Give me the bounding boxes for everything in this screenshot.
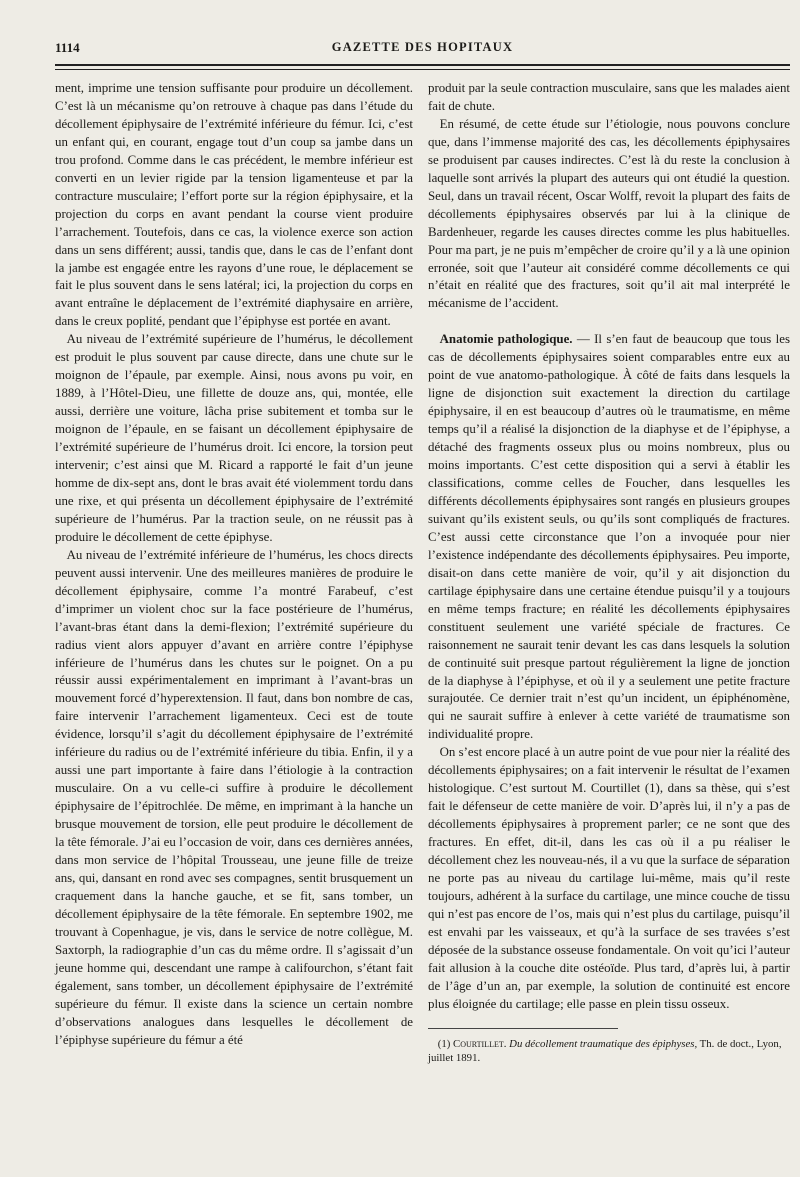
left-column xyxy=(55,80,413,1049)
paragraph: On s’est encore placé à un autre point de vue pour nier la réalité des décollements épiphysaires; on a fait intervenir le résultat de l’examen histologique. C’est surtout M. Courtillet (1), dans sa thèse, qui s’est fait le défenseur de cette manière de voir. D’après lui, il n’y a pas de décollements épiphysaires à proprement parler; ce ne sont que des fractures. En effet, dit-il, dans les cas où il a pu réaliser le décollement chez les nouveau-nés, il a vu que la surface de séparation ne porte pas au niveau du cartilage lui-même, mais qu’il reste toujours, adhérent à la surface du cartilage, une mince couche de tissu qui n’est pas encore de l’os, mais qui n’est plus du cartilage, puisqu’il est envahi par les vaisseaux, et qu’à la surface de ses travées s’est déposée de la substance osseuse fondamentale. On voit qu’ici l’auteur fait allusion à la couche dite ostéoïde. Plus tard, d’après lui, à partir de l’âge d’un an, par exemple, la solution de continuité est encore plus éloignée du cartilage; elle passe en plein tissu osseux. xyxy=(428,745,790,1011)
footnote-rule xyxy=(428,1028,618,1029)
footnote xyxy=(428,1037,790,1065)
right-column xyxy=(428,80,790,1065)
header-rule-thin xyxy=(55,69,790,70)
section-paragraph xyxy=(428,331,790,744)
footnote-title: Du décollement traumatique des épiphyses, xyxy=(509,1037,698,1050)
footnote-marker: (1) xyxy=(437,1037,451,1050)
header-rule-thick xyxy=(55,64,790,66)
paragraph: Au niveau de l’extrémité inférieure de l’humérus, les chocs directs peuvent aussi intervenir. Une des meilleures manières de produire le décollement épiphysaire, comme l’a montré Farabeuf, c’est d’imprimer un violent choc sur la face postérieure de l’humérus, l’avant-bras étant dans la demi-flexion; l’extrémité supérieure du radius vient alors appuyer d’avant en arrière contre l’épiphyse inférieure de l’humérus dans les chutes sur le poignet. On a pu réussir aussi expérimentalement en imprimant à l’avant-bras un mouvement forcé d’hyperextension. Il faut, dans bon nombre de cas, faire intervenir l’arrachement ligamenteux. Ceci est de toute évidence, lorsqu’il s’agit du décollement épiphysaire de l’extrémité inférieure du radius ou de l’extrémité inférieure du tibia. Enfin, il y a aussi une part importante à faire dans l’étiologie à la contraction musculaire. On a vu celle-ci suffire à produire le décollement épiphysaire de l’épitrochlée. De même, en imprimant à la hanche un brusque mouvement de torsion, elle peut produire le décollement de la tête fémorale. J’ai eu l’occasion de voir, dans ces dernières années, dans mon service de l’hôpital Trousseau, une jeune fille de treize ans, qui, dansant en rond avec ses compagnes, sentit brusquement un craquement dans la hanche gauche, et se fit, sans tomber, un décollement épiphysaire de la tête fémorale. En septembre 1902, me trouvant à Copenhague, je vis, dans le service de notre collègue, M. Saxtorph, la radiographie d’un cas du même ordre. Il s’agissait d’un jeune homme qui, descendant une rampe à califourchon, s’étant fait également, sans tomber, un décollement épiphysaire de l’extrémité supérieure du fémur. Il existe dans la science un certain nombre d’observations analogues dans lesquelles le décollement de l’épiphyse supérieure du fémur a été xyxy=(55,547,413,1047)
section-title: Anatomie pathologique. xyxy=(439,332,573,347)
footnote-rest: Th. de doct., Lyon, juillet 1891. xyxy=(428,1037,782,1064)
paragraph: produit par la seule contraction musculaire, sans que les malades aient fait de chute. xyxy=(428,81,790,113)
running-title: GAZETTE DES HOPITAUX xyxy=(331,40,514,54)
page-header xyxy=(55,40,790,66)
paragraph: Au niveau de l’extrémité supérieure de l’humérus, le décollement est produit le plus souvent par cause directe, dans une chute sur le moignon de l’épaule, par exemple. Ainsi, nous avons pu voir, en 1889, à l’Hôtel-Dieu, une fillette de douze ans, qui, montée, elle aussi, derrière une voiture, lâcha prise subitement et tomba sur le moignon de l’épaule, en se faisant un décollement épiphysaire de l’extrémité supérieure de l’humérus droit. Ici encore, la torsion peut intervenir; c’est ainsi que M. Ricard a rapporté le fait d’un jeune homme de dix-sept ans, dont le bras avait été violemment tordu dans une rixe, et qui présenta un décollement épiphysaire de l’extrémité supérieure de l’humérus. Par la traction seule, on ne réussit pas à produire le décollement de cette épiphyse. xyxy=(55,332,413,544)
section-text: — Il s’en faut de beaucoup que tous les cas de décollements épiphysaires soient comparables entre eux au point de vue anatomo-pathologique. À côté de faits dans lesquels la ligne de disjonction suit exactement la direction du cartilage épiphysaire, il en est beaucoup d’autres où le traumatisme, en même temps qu’il a réalisé la disjonction de la diaphyse et de l’épiphyse, a détaché des fragments osseux plus ou moins nombreux, plus ou moins importants. C’est cette disposition qui a servi à établir les classifications, comme celles de Foucher, dans lesquelles les différents décollements épiphysaires sont rangés en plusieurs groupes suivant qu’ils existent seuls, ou qu’ils sont compliqués de fractures. C’est aussi cette circonstance que l’on a invoquée pour nier l’existence indépendante des décollements épiphysaires. Peu importe, disait-on dans cette manière de voir, qu’il y ait disjonction du cartilage épiphysaire dans une certaine étendue puisqu’il y a toujours en même temps fracture; en réalité les décollements épiphysaires constituent seulement une variété spéciale de fractures. Ce raisonnement ne saurait tenir devant les cas dans lesquels la solution de continuité suit presque partout régulièrement la ligne de jonction de la diaphyse à l’épiphyse, et où il y a seulement une petite fracture surajoutée. Ce dernier trait n’est qu’un incident, un épiphénomène, qui ne saurait suffire à enlever à cette variété de traumatisme son individualité propre. xyxy=(428,332,790,742)
footnote-author: Courtillet. xyxy=(453,1037,507,1050)
paragraph: En résumé, de cette étude sur l’étiologie, nous pouvons conclure que, dans l’immense majorité des cas, les décollements épiphysaires se produisent par causes indirectes. C’est là du reste la conclusion à laquelle sont arrivés la plupart des auteurs qui ont étudié la question. Seul, dans un travail récent, Oscar Wolff, revoit la plupart des faits de décollements épiphysaires observés par lui à la clinique de Bardenheuer, regarde les causes directes comme les plus habituelles. Pour ma part, je ne puis m’empêcher de croire qu’il y a là une opinion erronée, soit que l’auteur ait considéré comme décollements ce qui n’était en réalité que des fractures, soit qu’il ait mal interprété le mécanisme de l’accident. xyxy=(428,116,790,311)
paragraph: ment, imprime une tension suffisante pour produire un décollement. C’est là un mécanisme qu’on retrouve à chaque pas dans l’étude du décollement épiphysaire de l’extrémité inférieure du fémur. Ici, c’est un enfant qui, en courant, engage tout d’un coup sa jambe dans un trou profond. Comme dans le cas précédent, le membre inférieur est converti en un levier rigide par la tension ligamenteuse et par la contracture musculaire; l’effort porte sur la région épiphysaire, et la projection du corps en avant pendant la course vient produire l’arrachement. Toutefois, dans ce cas, la violence exerce son action dans un sens différent; aussi, tandis que, dans le cas de l’enfant dont la jambe est engagée entre les rayons d’une roue, le déplacement se fait le plus souvent dans le sens latéral; ici, la projection du corps en avant entraîne le déplacement de l’extrémité diaphysaire en arrière, dans le creux poplité, pendant que l’épiphyse est portée en avant. xyxy=(55,81,413,329)
page-number: 1114 xyxy=(55,40,80,55)
